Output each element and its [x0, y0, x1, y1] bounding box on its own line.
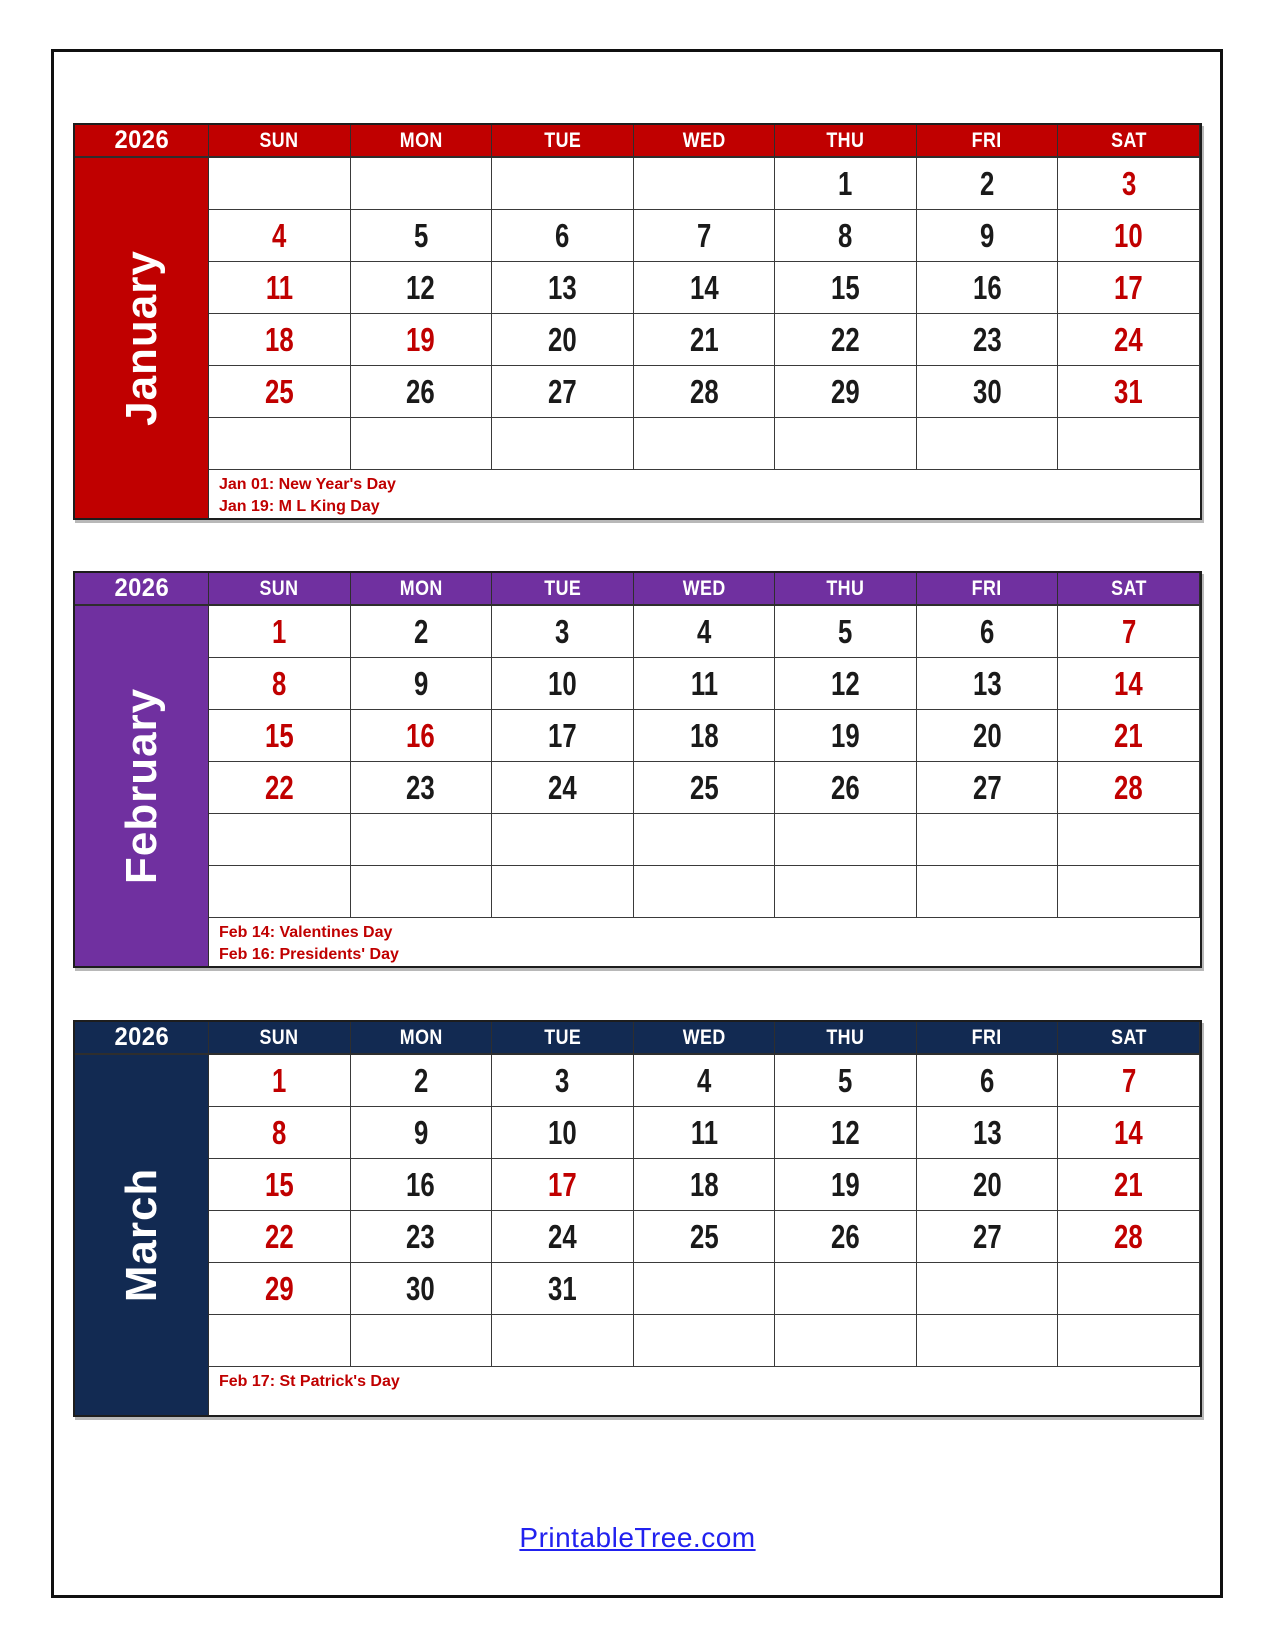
date-number: 2 [979, 164, 995, 202]
empty-date-cell [492, 814, 634, 866]
weekday-label: TUE [543, 576, 581, 600]
date-cell-18 [634, 710, 776, 762]
date-cell-25 [209, 366, 351, 418]
empty-date-cell [351, 418, 493, 470]
date-number: 11 [690, 1113, 718, 1151]
date-cell-10 [492, 1107, 634, 1159]
date-number: 6 [979, 612, 995, 650]
weekday-header-sat [1058, 1022, 1200, 1055]
date-cell-26 [775, 762, 917, 814]
date-cell-16 [351, 710, 493, 762]
date-number: 8 [838, 216, 853, 254]
date-cell-22 [775, 314, 917, 366]
date-number: 7 [696, 216, 712, 254]
calendar-grid [73, 123, 1202, 520]
date-number: 24 [1114, 320, 1144, 358]
date-cell-8 [209, 1107, 351, 1159]
empty-date-cell [775, 814, 917, 866]
empty-date-cell [634, 814, 776, 866]
date-cell-17 [1058, 262, 1200, 314]
weekday-header-mon [351, 573, 493, 606]
date-cell-19 [351, 314, 493, 366]
date-cell-16 [351, 1159, 493, 1211]
date-number: 28 [689, 372, 719, 410]
weekday-header-sat [1058, 125, 1200, 158]
date-cell-2 [917, 158, 1059, 210]
date-cell-23 [351, 1211, 493, 1263]
date-cell-20 [917, 710, 1059, 762]
weekday-header-sun [209, 1022, 351, 1055]
date-number: 11 [265, 268, 293, 306]
empty-date-cell [917, 1315, 1059, 1367]
month-name-label: March [116, 1167, 166, 1303]
date-number: 25 [264, 372, 294, 410]
date-number: 3 [555, 612, 570, 650]
year-label-cell [75, 573, 209, 606]
date-number: 17 [548, 716, 577, 754]
weekday-label: SAT [1110, 576, 1147, 600]
date-cell-16 [917, 262, 1059, 314]
date-number: 10 [1114, 216, 1144, 254]
date-number: 3 [555, 1061, 570, 1099]
empty-date-cell [917, 418, 1059, 470]
calendar-grid [73, 1020, 1202, 1417]
weekday-header-thu [775, 1022, 917, 1055]
month-band [75, 158, 209, 518]
holiday-note: Feb 17: St Patrick's Day [219, 1373, 400, 1390]
month-band [75, 606, 209, 966]
date-cell-23 [351, 762, 493, 814]
weekday-label: MON [399, 128, 443, 152]
weekday-label: SUN [259, 128, 299, 152]
date-number: 19 [831, 1165, 860, 1203]
date-cell-7 [634, 210, 776, 262]
date-number: 28 [1114, 1217, 1144, 1255]
date-cell-1 [209, 606, 351, 658]
date-number: 16 [972, 268, 1002, 306]
date-cell-6 [917, 606, 1059, 658]
weekday-header-sat [1058, 573, 1200, 606]
date-cell-30 [351, 1263, 493, 1315]
date-cell-5 [775, 606, 917, 658]
date-number: 14 [1114, 664, 1144, 702]
date-cell-10 [1058, 210, 1200, 262]
date-number: 8 [272, 664, 287, 702]
weekday-header-fri [917, 125, 1059, 158]
date-cell-7 [1058, 606, 1200, 658]
date-cell-29 [209, 1263, 351, 1315]
weekday-label: FRI [972, 576, 1003, 600]
weekday-label: THU [826, 576, 865, 600]
weekday-header-tue [492, 1022, 634, 1055]
date-cell-9 [351, 1107, 493, 1159]
weekday-label: MON [399, 1025, 443, 1049]
weekday-label: SAT [1110, 128, 1147, 152]
date-cell-4 [634, 1055, 776, 1107]
empty-date-cell [917, 1263, 1059, 1315]
date-number: 17 [1114, 268, 1144, 306]
weekday-header-mon [351, 1022, 493, 1055]
weekday-header-tue [492, 573, 634, 606]
date-number: 20 [972, 716, 1002, 754]
date-number: 13 [972, 1113, 1002, 1151]
date-number: 3 [1121, 164, 1136, 202]
date-number: 1 [272, 1061, 287, 1099]
weekday-header-thu [775, 125, 917, 158]
date-number: 15 [264, 1165, 294, 1203]
date-number: 21 [1114, 1165, 1144, 1203]
empty-date-cell [1058, 418, 1200, 470]
empty-date-cell [634, 158, 776, 210]
date-cell-25 [634, 1211, 776, 1263]
date-cell-9 [917, 210, 1059, 262]
date-number: 27 [548, 372, 577, 410]
date-cell-14 [1058, 658, 1200, 710]
date-number: 29 [264, 1269, 294, 1307]
date-cell-21 [1058, 710, 1200, 762]
date-cell-13 [492, 262, 634, 314]
date-cell-21 [634, 314, 776, 366]
date-number: 10 [548, 664, 577, 702]
date-cell-27 [917, 762, 1059, 814]
date-cell-30 [917, 366, 1059, 418]
date-cell-8 [209, 658, 351, 710]
date-cell-4 [634, 606, 776, 658]
date-cell-20 [917, 1159, 1059, 1211]
date-number: 4 [272, 216, 287, 254]
date-number: 9 [979, 216, 995, 254]
date-number: 24 [548, 1217, 577, 1255]
date-number: 15 [831, 268, 860, 306]
weekday-label: WED [682, 128, 726, 152]
date-number: 12 [831, 1113, 860, 1151]
date-number: 2 [413, 1061, 429, 1099]
empty-date-cell [492, 158, 634, 210]
weekday-label: MON [399, 576, 443, 600]
date-cell-13 [917, 658, 1059, 710]
weekday-label: FRI [972, 1025, 1003, 1049]
date-number: 23 [972, 320, 1002, 358]
weekday-label: TUE [543, 1025, 581, 1049]
year-label-cell [75, 1022, 209, 1055]
date-number: 31 [548, 1269, 577, 1307]
date-cell-5 [351, 210, 493, 262]
date-number: 29 [831, 372, 860, 410]
empty-date-cell [1058, 1315, 1200, 1367]
date-cell-21 [1058, 1159, 1200, 1211]
empty-date-cell [351, 158, 493, 210]
weekday-label: THU [826, 128, 865, 152]
weekday-header-mon [351, 125, 493, 158]
empty-date-cell [351, 866, 493, 918]
empty-date-cell [1058, 1263, 1200, 1315]
month-name-label: February [116, 687, 166, 885]
date-number: 18 [689, 716, 719, 754]
date-number: 7 [1121, 612, 1136, 650]
date-number: 17 [548, 1165, 577, 1203]
empty-date-cell [634, 1315, 776, 1367]
date-number: 31 [1114, 372, 1144, 410]
weekday-header-thu [775, 573, 917, 606]
date-cell-22 [209, 1211, 351, 1263]
date-number: 20 [548, 320, 577, 358]
year-label: 2026 [114, 1023, 169, 1051]
weekday-header-wed [634, 125, 776, 158]
date-cell-13 [917, 1107, 1059, 1159]
date-cell-31 [1058, 366, 1200, 418]
weekday-header-fri [917, 1022, 1059, 1055]
date-cell-6 [917, 1055, 1059, 1107]
date-number: 26 [831, 768, 860, 806]
date-cell-26 [775, 1211, 917, 1263]
date-cell-3 [1058, 158, 1200, 210]
date-number: 22 [831, 320, 860, 358]
date-cell-15 [775, 262, 917, 314]
holiday-notes [209, 470, 1200, 518]
weekday-label: WED [682, 576, 726, 600]
date-number: 11 [690, 664, 718, 702]
empty-date-cell [351, 814, 493, 866]
holiday-note: Feb 14: Valentines Day [219, 924, 393, 941]
date-cell-28 [634, 366, 776, 418]
date-cell-9 [351, 658, 493, 710]
date-cell-24 [1058, 314, 1200, 366]
empty-date-cell [634, 1263, 776, 1315]
empty-date-cell [775, 1263, 917, 1315]
month-band [75, 1055, 209, 1415]
holiday-notes [209, 918, 1200, 966]
weekday-label: WED [682, 1025, 726, 1049]
empty-date-cell [634, 866, 776, 918]
date-cell-24 [492, 762, 634, 814]
date-cell-11 [634, 1107, 776, 1159]
holiday-note: Jan 01: New Year's Day [219, 476, 396, 493]
date-cell-27 [492, 366, 634, 418]
date-cell-15 [209, 710, 351, 762]
empty-date-cell [775, 866, 917, 918]
date-number: 2 [413, 612, 429, 650]
date-cell-15 [209, 1159, 351, 1211]
date-cell-12 [351, 262, 493, 314]
date-cell-20 [492, 314, 634, 366]
year-label: 2026 [114, 574, 169, 602]
footer-site-link[interactable]: PrintableTree.com [519, 1522, 756, 1553]
empty-date-cell [492, 1315, 634, 1367]
empty-date-cell [209, 158, 351, 210]
date-number: 12 [831, 664, 860, 702]
date-number: 21 [1114, 716, 1144, 754]
date-cell-7 [1058, 1055, 1200, 1107]
empty-date-cell [775, 418, 917, 470]
date-number: 25 [689, 768, 719, 806]
date-number: 5 [838, 1061, 853, 1099]
empty-date-cell [492, 418, 634, 470]
date-number: 23 [406, 768, 436, 806]
weekday-label: SUN [259, 576, 299, 600]
date-number: 23 [406, 1217, 436, 1255]
date-number: 21 [689, 320, 719, 358]
date-cell-24 [492, 1211, 634, 1263]
date-number: 16 [406, 716, 436, 754]
date-number: 5 [838, 612, 853, 650]
date-number: 27 [972, 768, 1002, 806]
weekday-label: SAT [1110, 1025, 1147, 1049]
date-number: 19 [831, 716, 860, 754]
date-cell-12 [775, 1107, 917, 1159]
empty-date-cell [351, 1315, 493, 1367]
holiday-note: Jan 19: M L King Day [219, 497, 380, 515]
date-cell-23 [917, 314, 1059, 366]
year-label-cell [75, 125, 209, 158]
empty-date-cell [209, 418, 351, 470]
date-cell-2 [351, 1055, 493, 1107]
date-cell-29 [775, 366, 917, 418]
date-number: 13 [548, 268, 577, 306]
date-number: 4 [696, 612, 712, 650]
date-number: 24 [548, 768, 577, 806]
empty-date-cell [209, 1315, 351, 1367]
weekday-header-wed [634, 1022, 776, 1055]
date-number: 18 [689, 1165, 719, 1203]
date-number: 10 [548, 1113, 577, 1151]
date-number: 26 [406, 372, 436, 410]
date-cell-17 [492, 710, 634, 762]
date-cell-1 [775, 158, 917, 210]
date-number: 14 [1114, 1113, 1144, 1151]
empty-date-cell [775, 1315, 917, 1367]
date-number: 19 [406, 320, 436, 358]
date-cell-5 [775, 1055, 917, 1107]
date-number: 20 [972, 1165, 1002, 1203]
weekday-header-wed [634, 573, 776, 606]
date-number: 27 [972, 1217, 1002, 1255]
date-number: 6 [555, 216, 570, 254]
weekday-label: THU [826, 1025, 865, 1049]
month-calendar-march [73, 1020, 1202, 1417]
date-cell-4 [209, 210, 351, 262]
footer [0, 1522, 1275, 1554]
weekday-header-sun [209, 125, 351, 158]
date-cell-25 [634, 762, 776, 814]
date-cell-18 [209, 314, 351, 366]
date-cell-8 [775, 210, 917, 262]
date-number: 12 [406, 268, 436, 306]
date-cell-11 [634, 658, 776, 710]
date-cell-19 [775, 1159, 917, 1211]
date-cell-22 [209, 762, 351, 814]
date-cell-6 [492, 210, 634, 262]
weekday-header-sun [209, 573, 351, 606]
date-cell-10 [492, 658, 634, 710]
date-number: 7 [1121, 1061, 1136, 1099]
date-number: 6 [979, 1061, 995, 1099]
empty-date-cell [917, 866, 1059, 918]
date-number: 1 [272, 612, 287, 650]
date-number: 4 [696, 1061, 712, 1099]
weekday-header-tue [492, 125, 634, 158]
empty-date-cell [1058, 866, 1200, 918]
empty-date-cell [492, 866, 634, 918]
date-cell-28 [1058, 1211, 1200, 1263]
date-cell-17 [492, 1159, 634, 1211]
date-cell-3 [492, 606, 634, 658]
date-cell-14 [634, 262, 776, 314]
date-number: 30 [406, 1269, 436, 1307]
date-number: 22 [264, 768, 294, 806]
date-number: 8 [272, 1113, 287, 1151]
weekday-label: TUE [543, 128, 581, 152]
date-cell-28 [1058, 762, 1200, 814]
date-number: 13 [972, 664, 1002, 702]
month-name-label: January [116, 250, 166, 426]
date-number: 15 [264, 716, 294, 754]
date-cell-14 [1058, 1107, 1200, 1159]
weekday-label: SUN [259, 1025, 299, 1049]
year-label: 2026 [114, 126, 169, 154]
calendar-grid [73, 571, 1202, 968]
date-cell-18 [634, 1159, 776, 1211]
weekday-header-fri [917, 573, 1059, 606]
date-number: 22 [264, 1217, 294, 1255]
date-number: 14 [689, 268, 719, 306]
empty-date-cell [634, 418, 776, 470]
month-calendar-february [73, 571, 1202, 968]
date-cell-1 [209, 1055, 351, 1107]
date-cell-11 [209, 262, 351, 314]
date-number: 1 [838, 164, 853, 202]
empty-date-cell [209, 814, 351, 866]
date-cell-2 [351, 606, 493, 658]
date-cell-31 [492, 1263, 634, 1315]
date-number: 18 [264, 320, 294, 358]
empty-date-cell [209, 866, 351, 918]
holiday-notes [209, 1367, 1200, 1415]
empty-date-cell [1058, 814, 1200, 866]
date-cell-3 [492, 1055, 634, 1107]
date-number: 16 [406, 1165, 436, 1203]
date-number: 26 [831, 1217, 860, 1255]
date-number: 5 [413, 216, 429, 254]
date-number: 9 [413, 664, 429, 702]
date-number: 28 [1114, 768, 1144, 806]
date-cell-12 [775, 658, 917, 710]
month-calendar-january [73, 123, 1202, 520]
date-number: 25 [689, 1217, 719, 1255]
date-cell-26 [351, 366, 493, 418]
date-number: 9 [413, 1113, 429, 1151]
date-number: 30 [972, 372, 1002, 410]
date-cell-27 [917, 1211, 1059, 1263]
date-cell-19 [775, 710, 917, 762]
holiday-note: Feb 16: Presidents' Day [219, 945, 399, 963]
weekday-label: FRI [972, 128, 1003, 152]
empty-date-cell [917, 814, 1059, 866]
